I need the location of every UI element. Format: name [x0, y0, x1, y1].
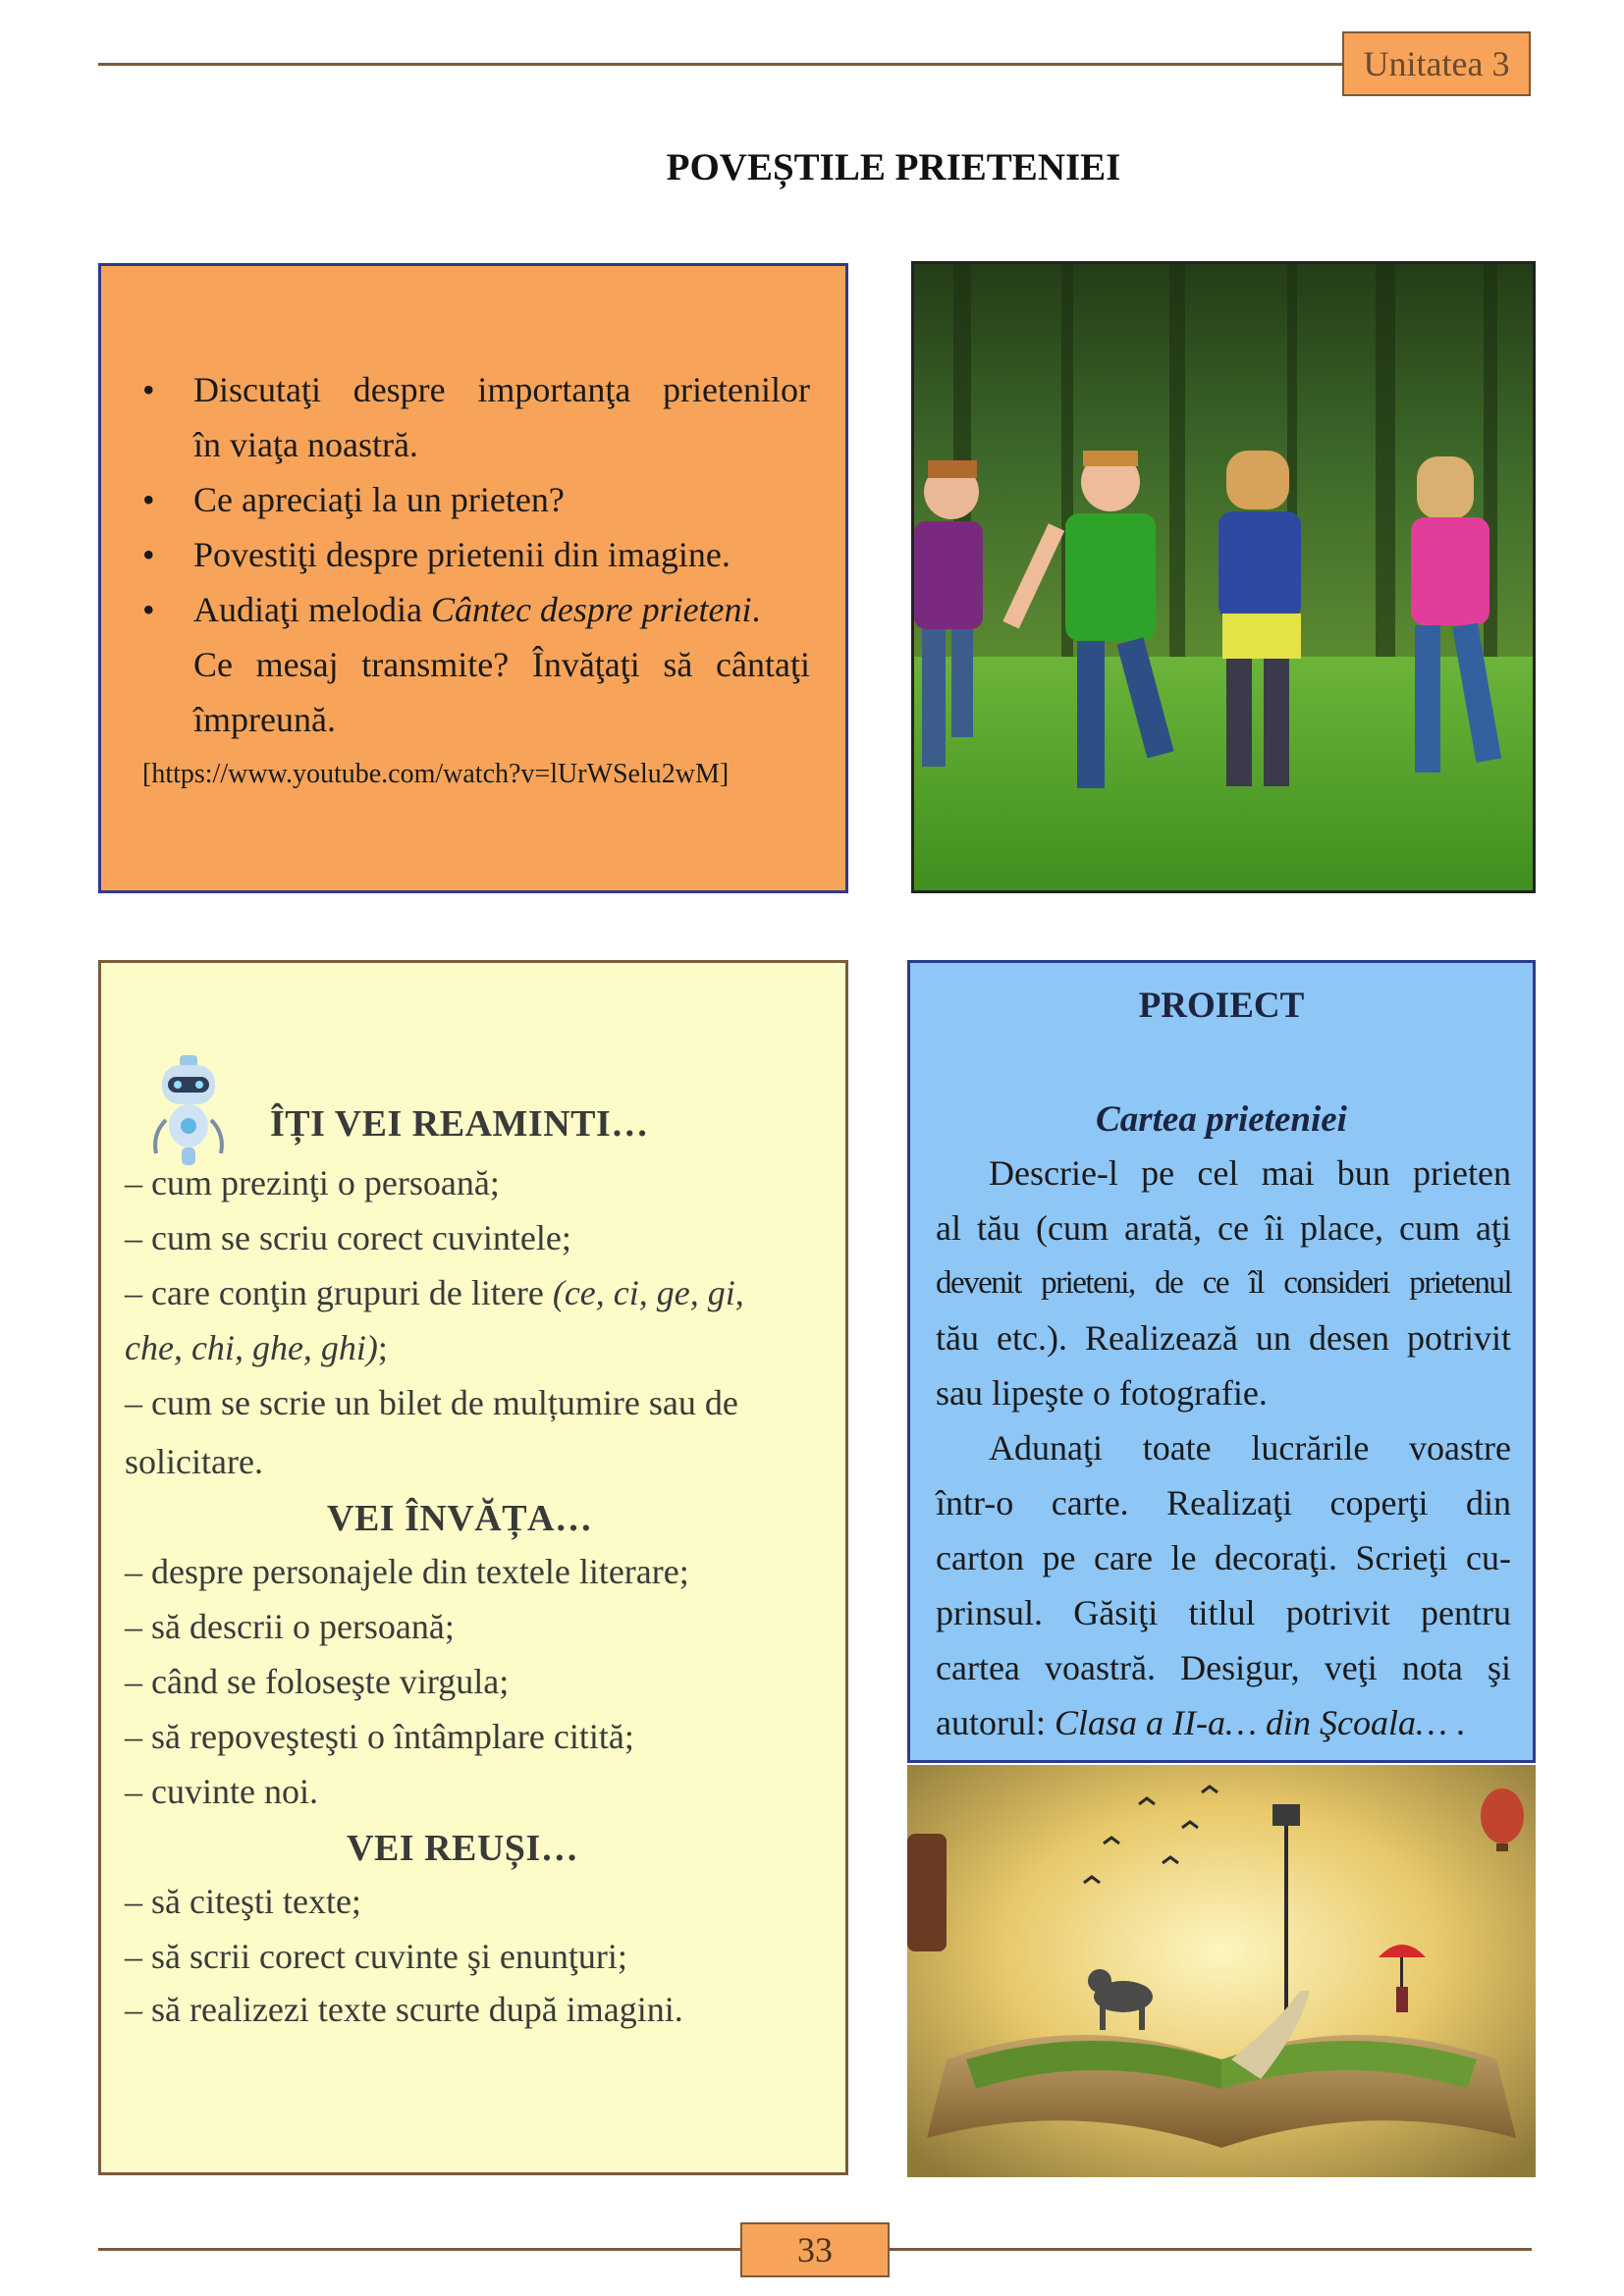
kids-running-photo — [911, 261, 1536, 893]
project-line: carton pe care le decoraţi. Scrieţi cu- — [936, 1538, 1511, 1577]
kids-running-image — [914, 264, 1536, 893]
song-title: Cântec despre prieteni — [430, 590, 752, 629]
list-item: – să descrii o persoană; — [125, 1607, 455, 1646]
project-line: prinsul. Găsiţi titlul potrivit pentru — [936, 1593, 1511, 1632]
robot-icon — [146, 1055, 231, 1169]
list-item: che, chi, ghe, ghi); — [125, 1328, 388, 1367]
list-item: • Audiaţi melodia Cântec despre prieteni. Ce mesaj transmite? Învăţaţi să cântaţi împreună. — [142, 582, 810, 747]
project-line: autorul: Clasa a II-a… din Şcoala… . — [936, 1703, 1465, 1742]
project-line: Descrie-l pe cel mai bun prieten — [989, 1153, 1511, 1193]
list-item: – care conţin grupuri de litere (ce, ci, ge, gi, — [125, 1273, 744, 1312]
list-item: – să realizezi texte scurte după imagini. — [125, 1990, 683, 2029]
bullet-icon: • — [142, 480, 155, 519]
bullet-icon: • — [142, 370, 155, 409]
youtube-link[interactable]: [https://www.youtube.com/watch?v=lUrWSelu2wM] — [142, 759, 730, 789]
list-item: – să citeşti texte; — [125, 1882, 361, 1921]
project-line: al tău (cum arată, ce îi place, cum aţi — [936, 1208, 1511, 1248]
list-item: – cum se scriu corect cuvintele; — [125, 1218, 571, 1257]
project-box — [907, 960, 1536, 1763]
footer-rule-left — [98, 2248, 740, 2251]
project-heading: PROIECT — [1138, 986, 1305, 1026]
list-item: – când se foloseşte virgula; — [125, 1662, 510, 1701]
page-title: POVEȘTILE PRIETENIEI — [666, 146, 1121, 188]
project-line: Adunaţi toate lucrările voastre — [989, 1428, 1511, 1468]
remind-heading: ÎȚI VEI REAMINTI… — [270, 1103, 649, 1145]
footer-rule-right — [890, 2248, 1532, 2251]
succeed-heading: VEI REUȘI… — [347, 1828, 579, 1869]
list-item: • Discutaţi despre importanţa prietenilor în viaţa noastră. — [142, 362, 810, 472]
page-number: 33 — [740, 2222, 890, 2277]
list-item: – despre personajele din textele literare; — [125, 1552, 689, 1591]
objectives-box — [98, 960, 848, 2175]
discussion-box — [98, 263, 848, 893]
bullet-icon: • — [142, 535, 155, 574]
list-item: • Povestiţi despre prietenii din imagine. — [142, 527, 810, 582]
list-item: • Ce apreciaţi la un prieten? — [142, 472, 810, 527]
list-item: – să repoveşteşti o întâmplare citită; — [125, 1717, 634, 1756]
fantasy-book-photo — [907, 1765, 1536, 2177]
list-item: – cuvinte noi. — [125, 1772, 318, 1811]
project-line: cartea voastră. Desigur, veţi nota şi — [936, 1648, 1511, 1687]
project-line: tău etc.). Realizează un desen potrivit — [936, 1318, 1511, 1358]
project-line: devenit prieteni, de ce îl consideri prietenul — [936, 1265, 1511, 1301]
project-subtitle: Cartea prieteniei — [1096, 1099, 1347, 1140]
list-item: – cum prezinţi o persoană; — [125, 1163, 500, 1202]
open-book-image — [907, 1765, 1536, 2177]
list-item: – să scrii corect cuvinte şi enunţuri; — [125, 1937, 627, 1976]
project-line: într-o carte. Realizaţi coperţi din — [936, 1483, 1511, 1522]
bullet-icon: • — [142, 590, 155, 629]
header-rule — [98, 63, 1343, 66]
project-line: sau lipeşte o fotografie. — [936, 1373, 1268, 1413]
learn-heading: VEI ÎNVĂȚA… — [327, 1498, 593, 1539]
list-item: solicitare. — [125, 1442, 263, 1481]
unit-badge — [1342, 31, 1531, 96]
unit-label: Unitatea 3 — [1363, 44, 1510, 83]
list-item: – cum se scrie un bilet de mulțumire sau de — [125, 1383, 738, 1422]
discussion-list — [142, 362, 810, 747]
